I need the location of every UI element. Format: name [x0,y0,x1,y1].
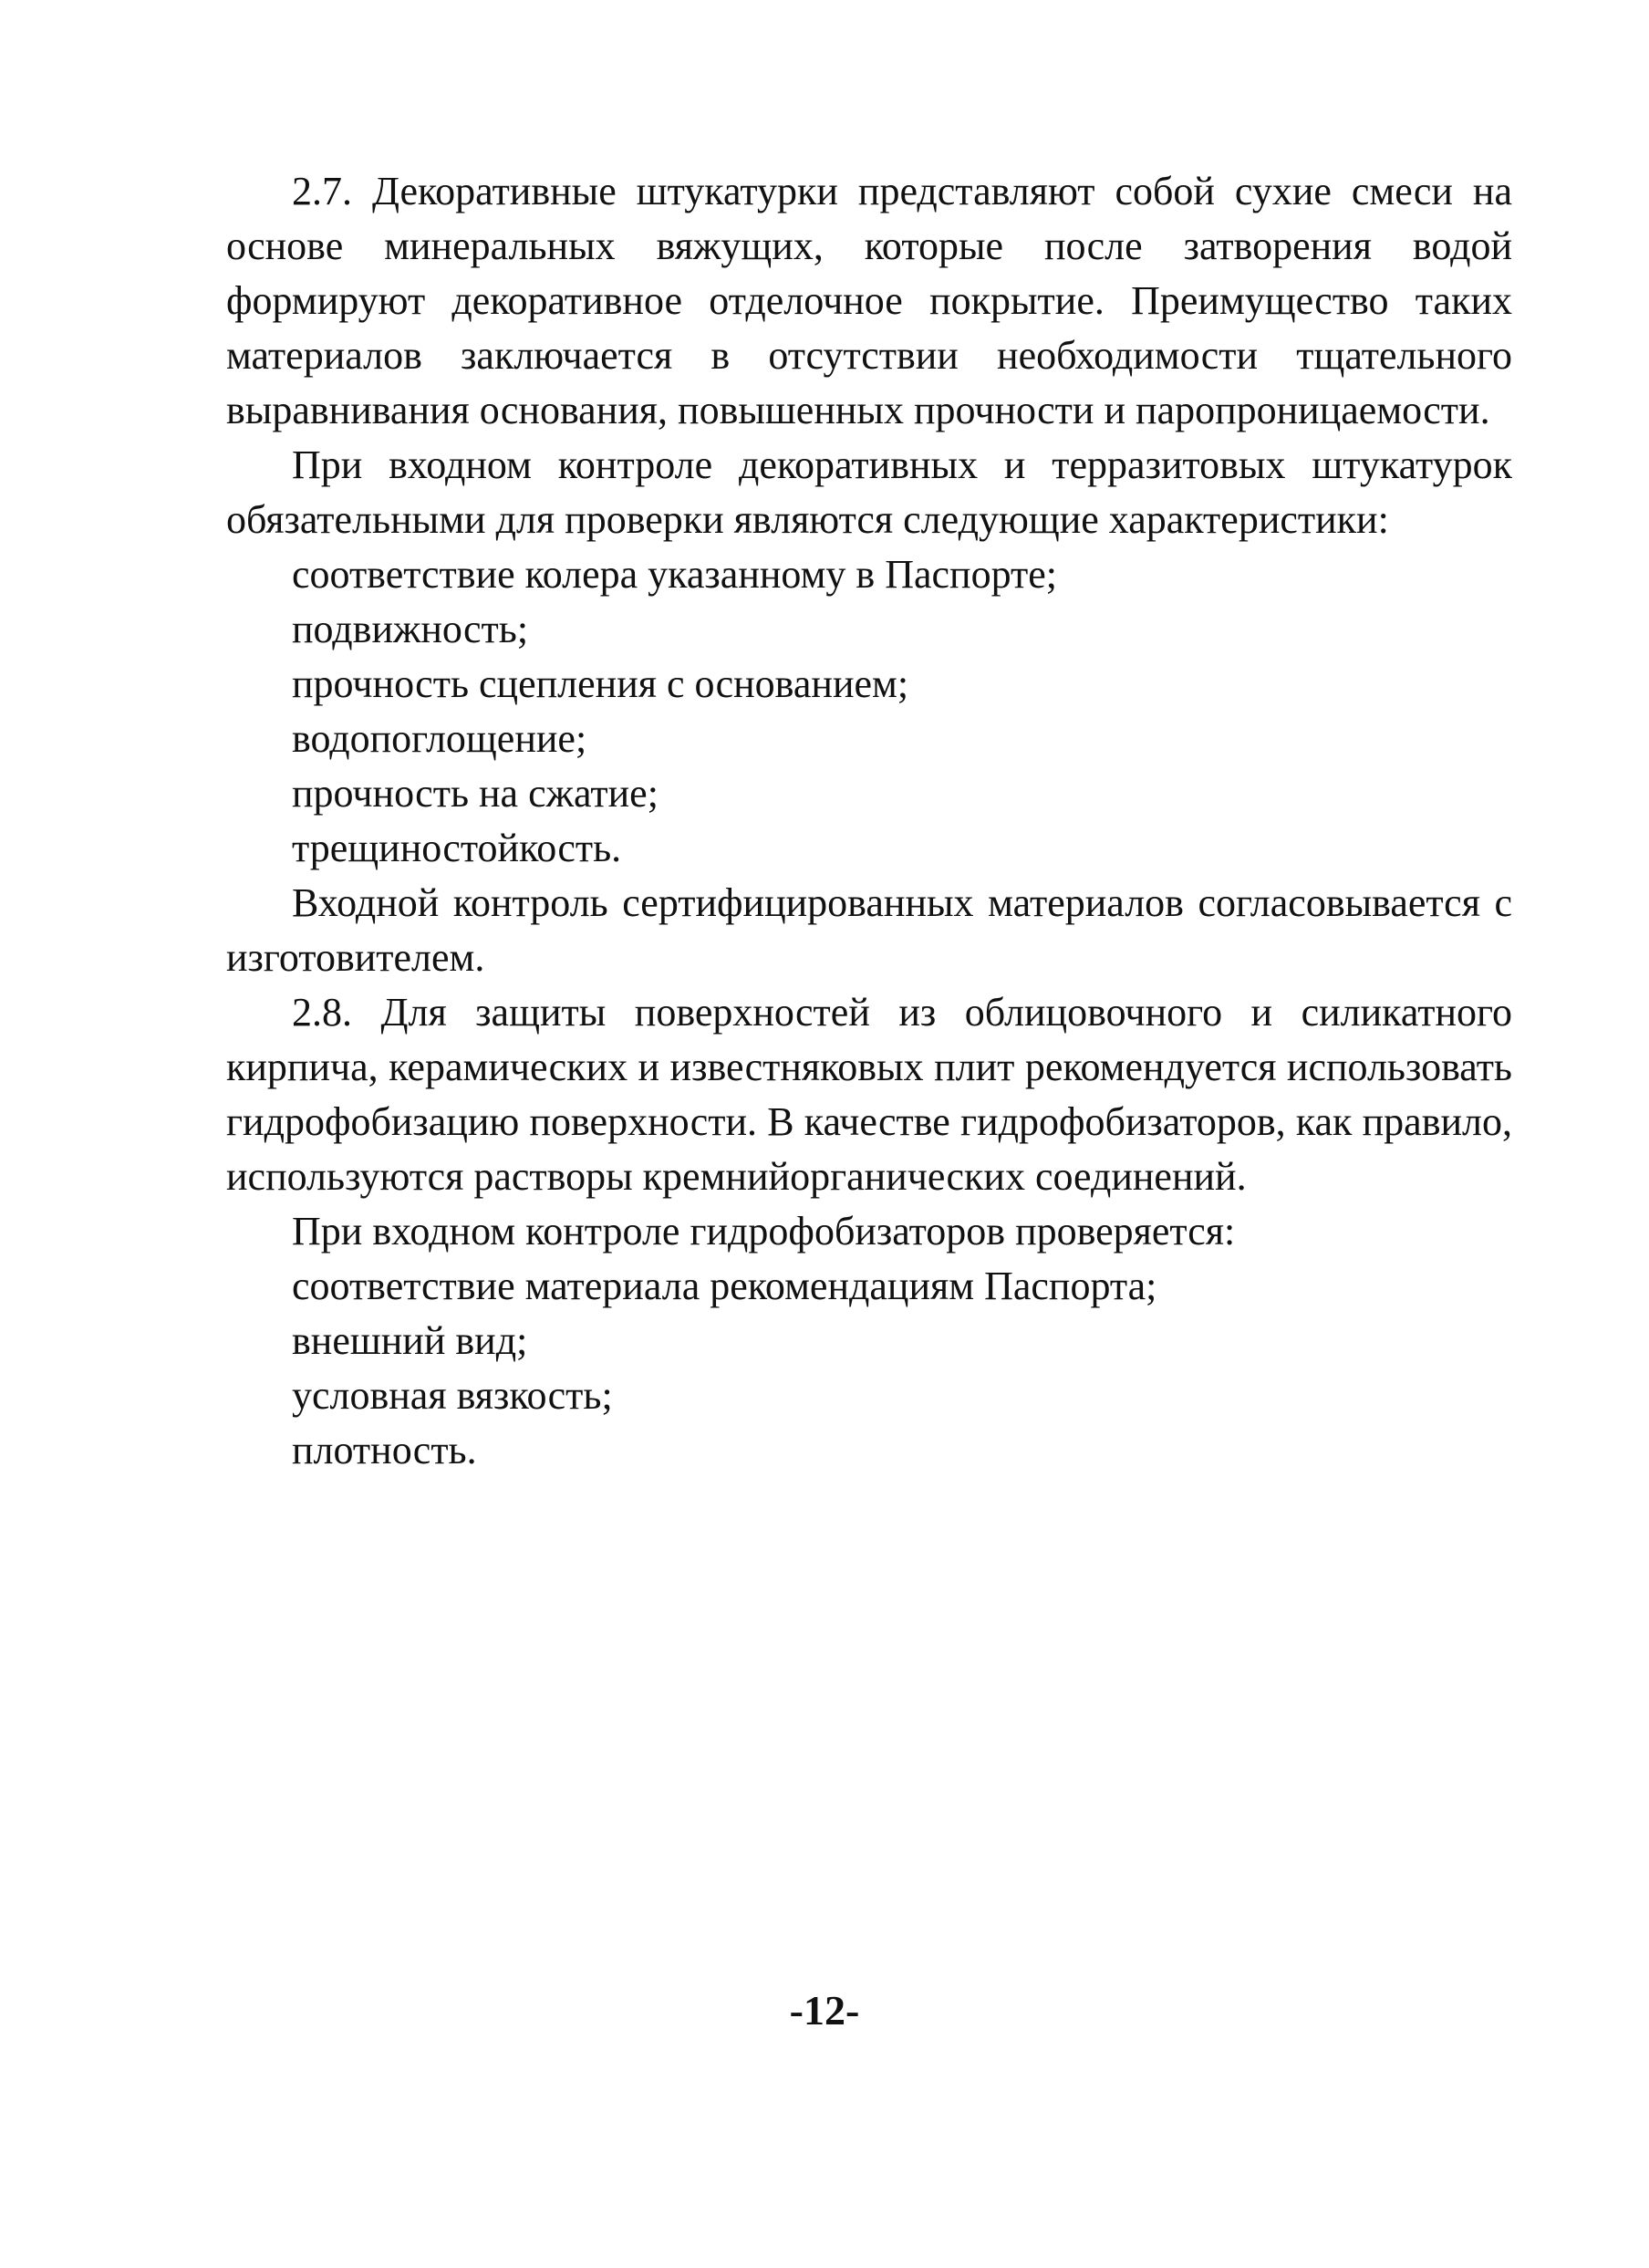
section-2-8-paragraph: 2.8. Для защиты поверхностей из облицовочного и силикатного кирпича, керамических и известняковых плит рекомендуется использовать гидрофобизацию поверхности. В качестве гидрофобизаторов, как правило, используются растворы кремнийорганических соединений. [226,990,1512,1199]
list-item: водопоглощение; [292,716,587,761]
section-2-8-control-intro: При входном контроле гидрофобизаторов проверяется: [292,1209,1236,1254]
section-2-8-checks-list [226,1259,1512,1478]
certified-materials-note: Входной контроль сертифицированных материалов согласовывается с изготовителем. [226,880,1512,980]
list-item: подвижность; [292,607,529,651]
list-item: плотность. [292,1428,477,1472]
list-item: условная вязкость; [292,1373,613,1418]
section-2-7-control-intro: При входном контроле декоративных и терразитовых штукатурок обязательными для проверки являются следующие характеристики: [226,442,1512,542]
list-item: прочность на сжатие; [292,771,659,816]
section-2-7-checks-list [226,547,1512,876]
list-item: прочность сцепления с основанием; [292,661,909,706]
list-item: трещиностойкость. [292,826,622,870]
list-item: соответствие материала рекомендациям Паспорта; [292,1264,1157,1308]
list-item: соответствие колера указанному в Паспорте; [292,552,1057,597]
document-body [226,164,1512,1478]
list-item: внешний вид; [292,1318,528,1363]
section-2-7-paragraph: 2.7. Декоративные штукатурки представляют собой сухие смеси на основе минеральных вяжущих, которые после затворения водой формируют декоративное отделочное покрытие. Преимущество таких материалов заключается в отсутствии необходимости тщательного выравнивания основания, повышенных прочности и паропроницаемости. [226,169,1512,432]
page-number: -12- [789,1987,860,2034]
